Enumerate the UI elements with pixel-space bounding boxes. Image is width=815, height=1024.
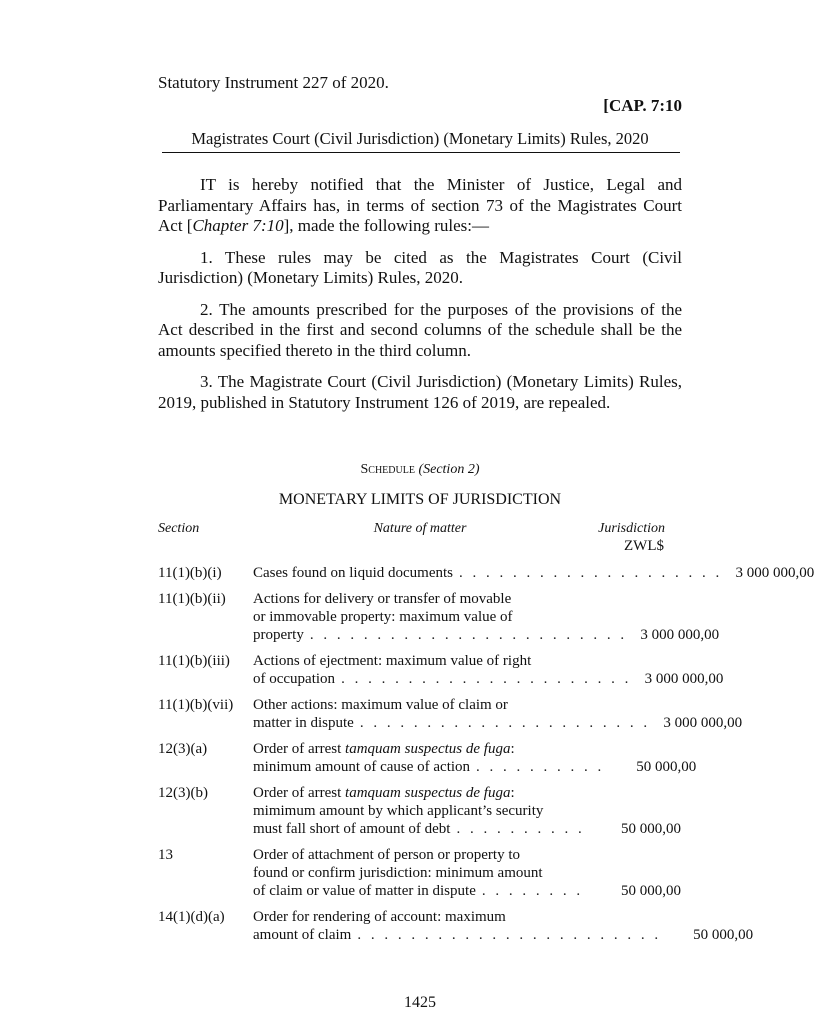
schedule-heading: Schedule (Section 2) [360,462,480,477]
row-matter [252,846,682,900]
rules-body [158,175,682,424]
schedule-table [158,564,815,952]
row-matter [252,590,720,644]
row-matter [252,652,724,688]
row-section: 12(3)(b) [158,785,208,801]
row-matter [252,784,682,838]
row-matter-text: of occupation [253,671,336,687]
table-row [158,564,815,582]
row-matter-text: amount of claim [253,927,352,943]
column-header-section: Section [158,521,200,536]
row-matter-text: Order for rendering of account: maximum [253,909,506,925]
leader-dots: . . . . . . . . . . . . . . . . . . . . . . [359,715,651,731]
leader-dots: . . . . . . . . . . [456,821,585,837]
row-matter-text: property [253,627,304,643]
header-divider [162,152,680,153]
row-amount: 50 000,00 [621,821,681,837]
row-matter [252,564,815,582]
row-section: 13 [158,847,173,863]
rule-1: 1. These rules may be cited as the Magistrates Court (Civil Jurisdiction) (Monetary Limits) Rules, 2020. [158,247,682,287]
column-header-currency: ZWL$ [624,538,664,554]
row-matter-text: Other actions: maximum value of claim or [253,697,508,713]
row-matter-text: Order of attachment of person or property to [253,847,520,863]
schedule-title: MONETARY LIMITS OF JURISDICTION [278,491,562,508]
row-amount: 3 000 000,00 [640,627,720,643]
document-page [158,0,815,1024]
row-amount: 50 000,00 [621,883,681,899]
row-matter [252,696,743,732]
row-amount: 50 000,00 [693,927,754,943]
row-section: 11(1)(b)(i) [158,565,222,581]
row-amount: 3 000 000,00 [663,715,743,731]
leader-dots: . . . . . . . . [481,883,584,899]
table-row [158,846,682,900]
instrument-number: Statutory Instrument 227 of 2020. [158,73,389,92]
row-matter-text: minimum amount of cause of action [253,759,471,775]
row-section: 12(3)(a) [158,741,208,757]
leader-dots: . . . . . . . . . . . . . . . . . . . . [458,565,723,581]
row-matter-text: Actions for delivery or transfer of movable [253,591,512,607]
rule-2: 2. The amounts prescribed for the purposes of the provisions of the Act described in the first and second columns of the schedule shall be the amounts specified thereto in the third column. [158,299,682,360]
table-row [158,590,720,644]
intro-paragraph: IT is hereby notified that the Minister of Justice, Legal and Parliamentary Affairs has, in terms of section 73 of the Magistrates Court Act [Chapter 7:10], made the following rules:— [158,175,682,235]
table-row [158,908,754,944]
row-section: 11(1)(b)(vii) [158,697,234,713]
row-section: 11(1)(b)(iii) [158,653,230,669]
column-header-nature: Nature of matter [373,521,467,536]
table-row [158,784,682,838]
row-matter-text: of claim or value of matter in dispute [253,883,476,899]
row-matter [252,908,754,944]
row-matter-text: Order of arrest tamquam suspectus de fuga: [253,741,515,757]
row-amount: 3 000 000,00 [735,565,815,581]
table-row [158,652,724,688]
chapter-reference: [CAP. 7:10 [603,96,682,115]
row-matter-text: Actions of ejectment: maximum value of right [253,653,532,669]
leader-dots: . . . . . . . . . . . . . . . . . . . . . . [341,671,632,687]
rule-3: 3. The Magistrate Court (Civil Jurisdiction) (Monetary Limits) Rules, 2019, published in Statutory Instrument 126 of 2019, are repealed. [158,372,682,412]
row-matter-text: Order of arrest tamquam suspectus de fuga: [253,785,515,801]
row-matter [252,740,697,776]
leader-dots: . . . . . . . . . . . . . . . . . . . . . . . [357,927,662,943]
row-matter-text: Cases found on liquid documents [253,565,453,581]
column-header-jurisdiction: Jurisdiction [598,521,665,536]
row-matter-text: matter in dispute [253,715,354,731]
leader-dots: . . . . . . . . . . [476,759,605,775]
table-row [158,696,743,732]
leader-dots: . . . . . . . . . . . . . . . . . . . . . . . . [309,627,628,643]
table-row [158,740,697,776]
row-matter-text: must fall short of amount of debt [253,821,451,837]
row-amount: 3 000 000,00 [644,671,724,687]
row-matter-text: found or confirm jurisdiction: minimum amount [253,865,543,881]
row-matter-text: mimimum amount by which applicant’s security [253,803,544,819]
row-matter-text: or immovable property: maximum value of [253,609,513,625]
running-title: Magistrates Court (Civil Jurisdiction) (Monetary Limits) Rules, 2020 [191,129,649,148]
page-number: 1425 [404,994,436,1011]
row-section: 14(1)(d)(a) [158,909,225,925]
row-amount: 50 000,00 [636,759,697,775]
row-section: 11(1)(b)(ii) [158,591,226,607]
